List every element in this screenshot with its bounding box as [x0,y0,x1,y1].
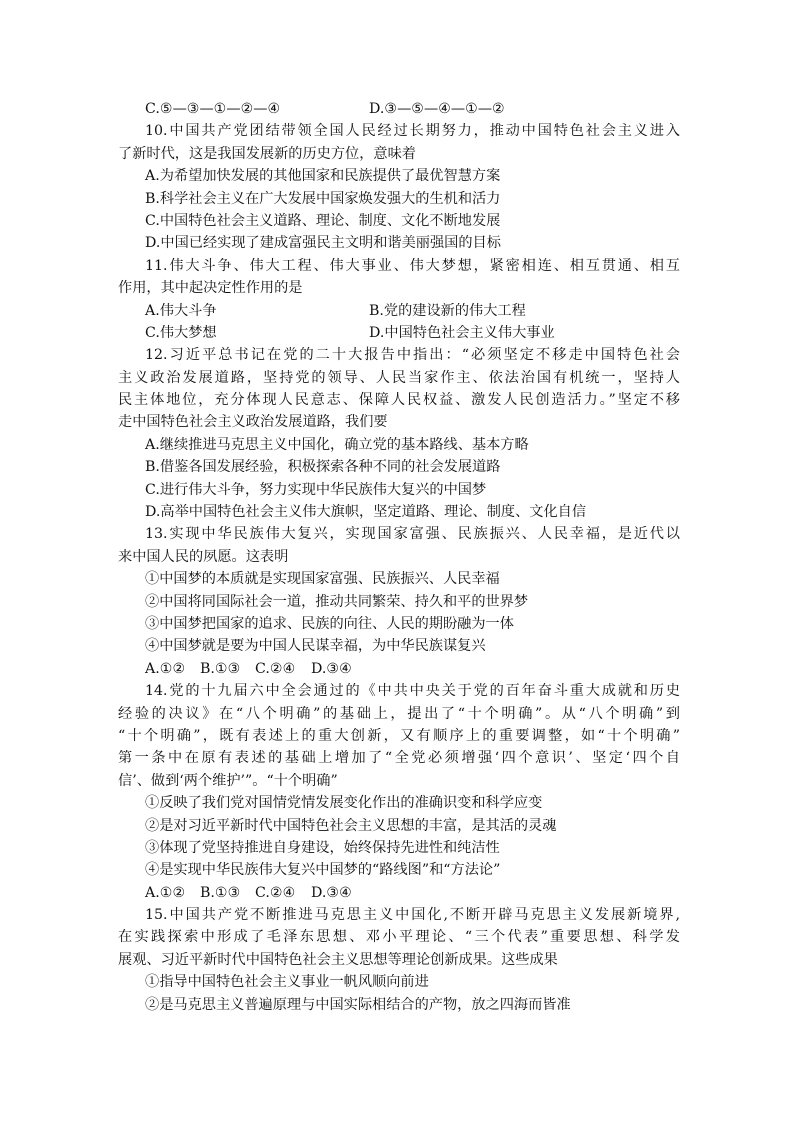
q14-stem-line: 14.党的十九届六中全会通过的《中共中央关于党的百年奋斗重大成就和历史 [145,683,680,700]
q14-choice-b: B.①③ [200,884,241,901]
q14-item-4: ④是实现中华民族伟大复兴中国梦的“路线图”和“方法论” [145,862,501,879]
question-13 [118,523,680,680]
q13-item-3: ③中国梦把国家的追求、民族的向往、人民的期盼融为一体 [145,615,514,632]
q11-option-d: D.中国特色社会主义伟大事业 [369,324,555,341]
q15-item-1: ①指导中国特色社会主义事业一帆风顺向前进 [145,974,429,991]
q10-option-d: D.中国已经实现了建成富强民主文明和谐美丽强国的目标 [145,235,501,252]
q13-choice-b: B.①③ [200,660,241,677]
q11-option-c: C.伟大梦想 [145,324,217,341]
q12-stem-line: 主义政治发展道路，坚持党的领导、人民当家作主、依法治国有机统一，坚持人 [118,369,680,386]
q15-stem-line: 15.中国共产党不断推进马克思主义中国化,不断开辟马克思主义发展新境界, [145,907,680,924]
q11-options-cd [118,322,680,344]
q12-option-b: B.借鉴各国发展经验，积极探索各种不同的社会发展道路 [145,459,501,476]
q14-choices [118,882,680,904]
q11-option-b: B.党的建设新的伟大工程 [369,302,526,319]
q13-choice-d: D.③④ [311,660,352,677]
q14-stem-line: “十个明确”，既有表述上的重大创新，又有顺序上的重要调整，如“十个明确” [118,727,680,744]
q11-stem-line: 作用，其中起决定性作用的是 [118,280,303,297]
q13-choice-a: A.①② [145,660,186,677]
q14-choice-a: A.①② [145,884,186,901]
q14-item-1: ①反映了我们党对国情党情发展变化作出的准确识变和科学应变 [145,795,543,812]
q11-option-a: A.伟大斗争 [145,302,217,319]
q12-option-c: C.进行伟大斗争，努力实现中华民族伟大复兴的中国梦 [145,481,487,498]
q13-stem-line: 13.实现中华民族伟大复兴，实现国家富强、民族振兴、人民幸福，是近代以 [145,526,680,543]
q9-options-cd [118,98,680,120]
question-10 [118,120,680,254]
q14-item-3: ③体现了党坚持推进自身建设，始终保持先进性和纯洁性 [145,839,500,856]
q12-option-a: A.继续推进马克思主义中国化，确立党的基本路线、基本方略 [145,436,529,453]
q14-item-2: ②是对习近平新时代中国特色社会主义思想的丰富，是其活的灵魂 [145,817,557,834]
question-15 [118,904,680,1016]
q15-stem-line: 在实践探索中形成了毛泽东思想、邓小平理论、“三个代表”重要思想、科学发 [118,929,680,946]
q11-stem-line: 11.伟大斗争、伟大工程、伟大事业、伟大梦想，紧密相连、相互贯通、相互 [145,257,680,274]
exam-page [118,98,680,1016]
q10-option-c: C.中国特色社会主义道路、理论、制度、文化不断地发展 [145,212,501,229]
q14-choice-c: C.②④ [255,884,296,901]
q9-option-c: C.⑤—③—①—②—④ [145,101,281,117]
q12-option-d: D.高举中国特色社会主义伟大旗帜，坚定道路、理论、制度、文化自信 [145,504,587,521]
q13-choices [118,658,680,680]
q10-option-b: B.科学社会主义在广大发展中国家焕发强大的生机和活力 [145,190,501,207]
q11-options-ab [118,300,680,322]
question-14 [118,680,680,904]
q15-item-2: ②是马克思主义普遍原理与中国实际相结合的产物，放之四海而皆准 [145,996,571,1013]
q13-choice-c: C.②④ [255,660,296,677]
q13-stem-line: 来中国人民的夙愿。这表明 [118,548,289,565]
question-11 [118,255,680,345]
question-12 [118,344,680,523]
q12-stem-line: 民主体地位，充分体现人民意志、保障人民权益、激发人民创造活力。”坚定不移 [118,392,680,409]
q10-stem-line: 了新时代，这是我国发展新的历史方位，意味着 [118,145,416,162]
q10-stem-line: 10.中国共产党团结带领全国人民经过长期努力，推动中国特色社会主义进入 [145,123,680,140]
q14-stem-line: 第一条中在原有表述的基础上增加了“全党必须增强‘四个意识’、坚定‘四个自 [118,750,680,767]
q13-item-4: ④中国梦就是要为中国人民谋幸福，为中华民族谋复兴 [145,638,486,655]
q12-stem-line: 12.习近平总书记在党的二十大报告中指出：“必须坚定不移走中国特色社会 [145,347,680,364]
q14-stem-line: 经验的决议》在“八个明确”的基础上，提出了“十个明确”。从“八个明确”到 [118,705,680,722]
q14-choice-d: D.③④ [311,884,352,901]
q15-stem-line: 展观、习近平新时代中国特色社会主义思想等理论创新成果。这些成果 [118,951,558,968]
q13-item-2: ②中国将同国际社会一道，推动共同繁荣、持久和平的世界梦 [145,593,529,610]
q9-option-d: D.③—⑤—④—①—② [369,101,505,117]
q12-stem-line: 走中国特色社会主义政治发展道路，我们要 [118,414,388,431]
q14-stem-line: 信’、做到‘两个维护’”。“十个明确” [118,772,338,789]
q10-option-a: A.为希望加快发展的其他国家和民族提供了最优智慧方案 [145,168,501,185]
q13-item-1: ①中国梦的本质就是实现国家富强、民族振兴、人民幸福 [145,571,500,588]
